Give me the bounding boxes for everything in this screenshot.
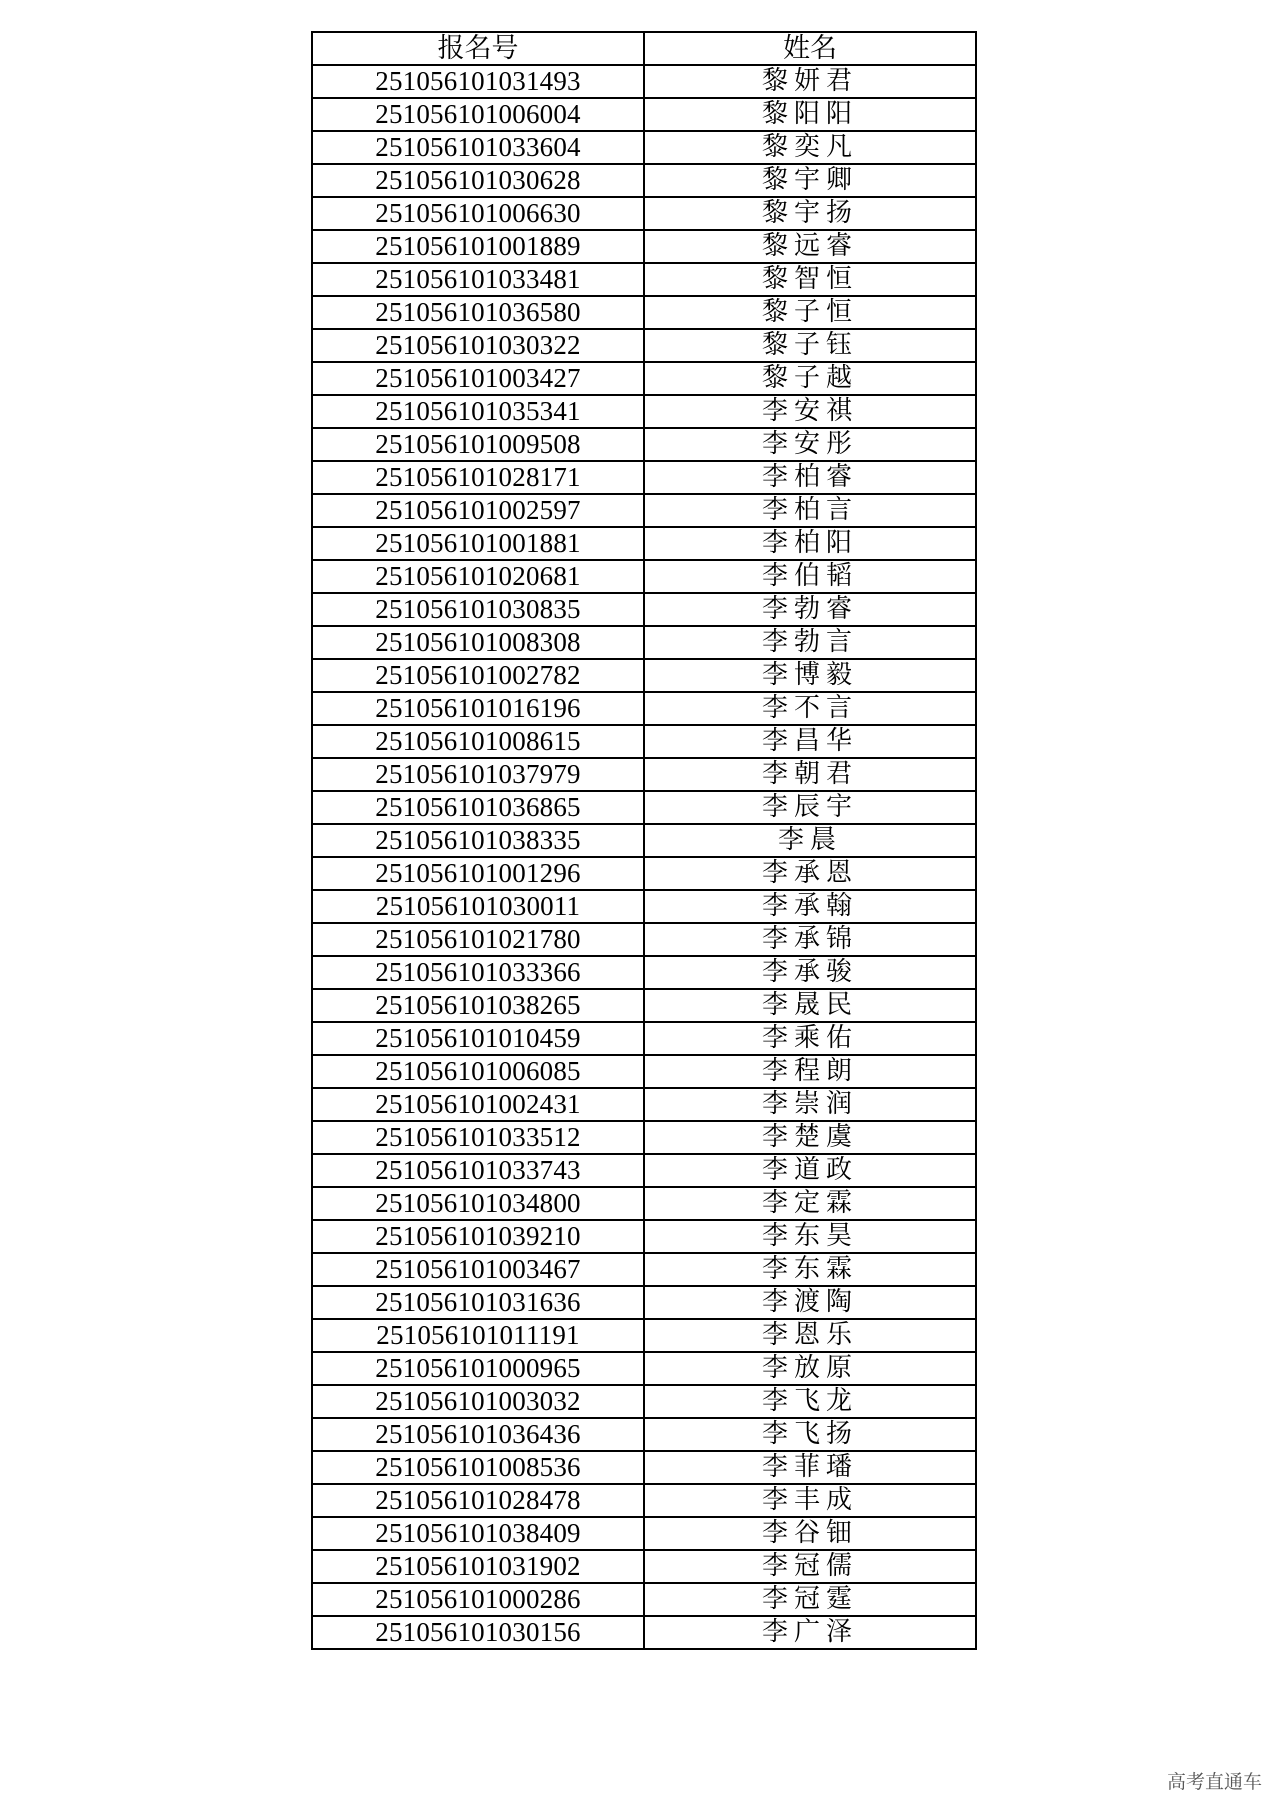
name-cell: 李冠儒 bbox=[644, 1550, 976, 1583]
name-cell: 李朝君 bbox=[644, 758, 976, 791]
table-row bbox=[312, 1385, 976, 1418]
registration-number-cell: 251056101035341 bbox=[312, 395, 644, 428]
name-cell: 李勃睿 bbox=[644, 593, 976, 626]
registration-number-cell: 251056101033512 bbox=[312, 1121, 644, 1154]
registration-number-cell: 251056101038335 bbox=[312, 824, 644, 857]
table-row bbox=[312, 65, 976, 98]
name-cell: 李程朗 bbox=[644, 1055, 976, 1088]
table-row bbox=[312, 857, 976, 890]
table-row bbox=[312, 956, 976, 989]
registration-number-cell: 251056101030628 bbox=[312, 164, 644, 197]
registration-number-cell: 251056101020681 bbox=[312, 560, 644, 593]
table-row bbox=[312, 1484, 976, 1517]
name-cell: 李承恩 bbox=[644, 857, 976, 890]
table-row bbox=[312, 659, 976, 692]
registration-number-cell: 251056101030011 bbox=[312, 890, 644, 923]
name-cell: 黎子恒 bbox=[644, 296, 976, 329]
registration-number-cell: 251056101002782 bbox=[312, 659, 644, 692]
table-row bbox=[312, 1187, 976, 1220]
name-cell: 李博毅 bbox=[644, 659, 976, 692]
registration-number-cell: 251056101006630 bbox=[312, 197, 644, 230]
watermark-text: 高考直通车 bbox=[1166, 1771, 1262, 1793]
registration-number-cell: 251056101030835 bbox=[312, 593, 644, 626]
name-cell: 李不言 bbox=[644, 692, 976, 725]
table-row bbox=[312, 395, 976, 428]
table-row bbox=[312, 725, 976, 758]
table-row bbox=[312, 131, 976, 164]
table-row bbox=[312, 1451, 976, 1484]
registration-number-cell: 251056101033366 bbox=[312, 956, 644, 989]
name-cell: 李冠霆 bbox=[644, 1583, 976, 1616]
registration-number-cell: 251056101033481 bbox=[312, 263, 644, 296]
name-cell: 李恩乐 bbox=[644, 1319, 976, 1352]
table-row bbox=[312, 461, 976, 494]
table-row bbox=[312, 791, 976, 824]
registration-number-cell: 251056101038409 bbox=[312, 1517, 644, 1550]
table-row bbox=[312, 296, 976, 329]
table-row bbox=[312, 758, 976, 791]
name-cell: 李飞扬 bbox=[644, 1418, 976, 1451]
name-cell: 黎阳阳 bbox=[644, 98, 976, 131]
table-row bbox=[312, 1022, 976, 1055]
registration-number-cell: 251056101002597 bbox=[312, 494, 644, 527]
name-cell: 李楚虞 bbox=[644, 1121, 976, 1154]
name-cell: 李定霖 bbox=[644, 1187, 976, 1220]
registration-number-cell: 251056101028478 bbox=[312, 1484, 644, 1517]
registration-number-cell: 251056101033604 bbox=[312, 131, 644, 164]
registration-number-cell: 251056101010459 bbox=[312, 1022, 644, 1055]
name-cell: 黎宇卿 bbox=[644, 164, 976, 197]
name-cell: 黎智恒 bbox=[644, 263, 976, 296]
registration-number-cell: 251056101009508 bbox=[312, 428, 644, 461]
registration-number-cell: 251056101003427 bbox=[312, 362, 644, 395]
registration-number-cell: 251056101038265 bbox=[312, 989, 644, 1022]
registration-number-cell: 251056101001889 bbox=[312, 230, 644, 263]
table-row bbox=[312, 230, 976, 263]
header-registration-number: 报名号 bbox=[312, 32, 644, 65]
name-cell: 李安彤 bbox=[644, 428, 976, 461]
table-row bbox=[312, 890, 976, 923]
registration-number-cell: 251056101033743 bbox=[312, 1154, 644, 1187]
table-row bbox=[312, 1616, 976, 1649]
registration-number-cell: 251056101008615 bbox=[312, 725, 644, 758]
roster-table bbox=[311, 31, 977, 1650]
name-cell: 黎奕凡 bbox=[644, 131, 976, 164]
name-cell: 李飞龙 bbox=[644, 1385, 976, 1418]
name-cell: 李菲璠 bbox=[644, 1451, 976, 1484]
name-cell: 李道政 bbox=[644, 1154, 976, 1187]
name-cell: 李放原 bbox=[644, 1352, 976, 1385]
table-row bbox=[312, 593, 976, 626]
name-cell: 李安祺 bbox=[644, 395, 976, 428]
table-header-row bbox=[312, 32, 976, 65]
registration-number-cell: 251056101031493 bbox=[312, 65, 644, 98]
table-row bbox=[312, 1286, 976, 1319]
registration-number-cell: 251056101021780 bbox=[312, 923, 644, 956]
table-row bbox=[312, 1088, 976, 1121]
registration-number-cell: 251056101034800 bbox=[312, 1187, 644, 1220]
name-cell: 李勃言 bbox=[644, 626, 976, 659]
registration-number-cell: 251056101030322 bbox=[312, 329, 644, 362]
registration-number-cell: 251056101031636 bbox=[312, 1286, 644, 1319]
name-cell: 黎子越 bbox=[644, 362, 976, 395]
name-cell: 李承翰 bbox=[644, 890, 976, 923]
name-cell: 李承骏 bbox=[644, 956, 976, 989]
registration-number-cell: 251056101030156 bbox=[312, 1616, 644, 1649]
registration-number-cell: 251056101031902 bbox=[312, 1550, 644, 1583]
table-row bbox=[312, 1154, 976, 1187]
registration-number-cell: 251056101036865 bbox=[312, 791, 644, 824]
table-row bbox=[312, 560, 976, 593]
name-cell: 黎远睿 bbox=[644, 230, 976, 263]
registration-number-cell: 251056101016196 bbox=[312, 692, 644, 725]
registration-number-cell: 251056101006004 bbox=[312, 98, 644, 131]
registration-number-cell: 251056101003032 bbox=[312, 1385, 644, 1418]
name-cell: 李崇润 bbox=[644, 1088, 976, 1121]
registration-number-cell: 251056101039210 bbox=[312, 1220, 644, 1253]
table-row bbox=[312, 98, 976, 131]
registration-number-cell: 251056101001296 bbox=[312, 857, 644, 890]
name-cell: 李广泽 bbox=[644, 1616, 976, 1649]
table-row bbox=[312, 527, 976, 560]
table-row bbox=[312, 494, 976, 527]
name-cell: 李乘佑 bbox=[644, 1022, 976, 1055]
roster-table-body bbox=[312, 65, 976, 1649]
table-row bbox=[312, 923, 976, 956]
registration-number-cell: 251056101037979 bbox=[312, 758, 644, 791]
registration-number-cell: 251056101000286 bbox=[312, 1583, 644, 1616]
table-row bbox=[312, 1055, 976, 1088]
name-cell: 黎子钰 bbox=[644, 329, 976, 362]
name-cell: 李东昊 bbox=[644, 1220, 976, 1253]
table-row bbox=[312, 197, 976, 230]
name-cell: 李辰宇 bbox=[644, 791, 976, 824]
table-row bbox=[312, 626, 976, 659]
name-cell: 李东霖 bbox=[644, 1253, 976, 1286]
table-row bbox=[312, 263, 976, 296]
table-row bbox=[312, 1517, 976, 1550]
table-row bbox=[312, 1418, 976, 1451]
registration-number-cell: 251056101036436 bbox=[312, 1418, 644, 1451]
name-cell: 李晟民 bbox=[644, 989, 976, 1022]
registration-number-cell: 251056101001881 bbox=[312, 527, 644, 560]
registration-number-cell: 251056101011191 bbox=[312, 1319, 644, 1352]
registration-number-cell: 251056101036580 bbox=[312, 296, 644, 329]
header-name: 姓名 bbox=[644, 32, 976, 65]
registration-number-cell: 251056101000965 bbox=[312, 1352, 644, 1385]
table-row bbox=[312, 1583, 976, 1616]
registration-number-cell: 251056101008308 bbox=[312, 626, 644, 659]
name-cell: 李丰成 bbox=[644, 1484, 976, 1517]
registration-number-cell: 251056101028171 bbox=[312, 461, 644, 494]
name-cell: 黎妍君 bbox=[644, 65, 976, 98]
registration-number-cell: 251056101008536 bbox=[312, 1451, 644, 1484]
table-row bbox=[312, 428, 976, 461]
table-row bbox=[312, 164, 976, 197]
table-row bbox=[312, 362, 976, 395]
name-cell: 李晨 bbox=[644, 824, 976, 857]
registration-number-cell: 251056101006085 bbox=[312, 1055, 644, 1088]
table-row bbox=[312, 989, 976, 1022]
table-row bbox=[312, 329, 976, 362]
table-row bbox=[312, 1121, 976, 1154]
table-row bbox=[312, 1550, 976, 1583]
name-cell: 李柏言 bbox=[644, 494, 976, 527]
name-cell: 李伯韬 bbox=[644, 560, 976, 593]
name-cell: 李柏阳 bbox=[644, 527, 976, 560]
table-row bbox=[312, 1319, 976, 1352]
name-cell: 李承锦 bbox=[644, 923, 976, 956]
table-row bbox=[312, 1352, 976, 1385]
name-cell: 李昌华 bbox=[644, 725, 976, 758]
table-row bbox=[312, 692, 976, 725]
name-cell: 李渡陶 bbox=[644, 1286, 976, 1319]
registration-number-cell: 251056101003467 bbox=[312, 1253, 644, 1286]
registration-number-cell: 251056101002431 bbox=[312, 1088, 644, 1121]
table-row bbox=[312, 824, 976, 857]
name-cell: 黎宇扬 bbox=[644, 197, 976, 230]
table-row bbox=[312, 1253, 976, 1286]
name-cell: 李柏睿 bbox=[644, 461, 976, 494]
table-row bbox=[312, 1220, 976, 1253]
name-cell: 李谷钿 bbox=[644, 1517, 976, 1550]
